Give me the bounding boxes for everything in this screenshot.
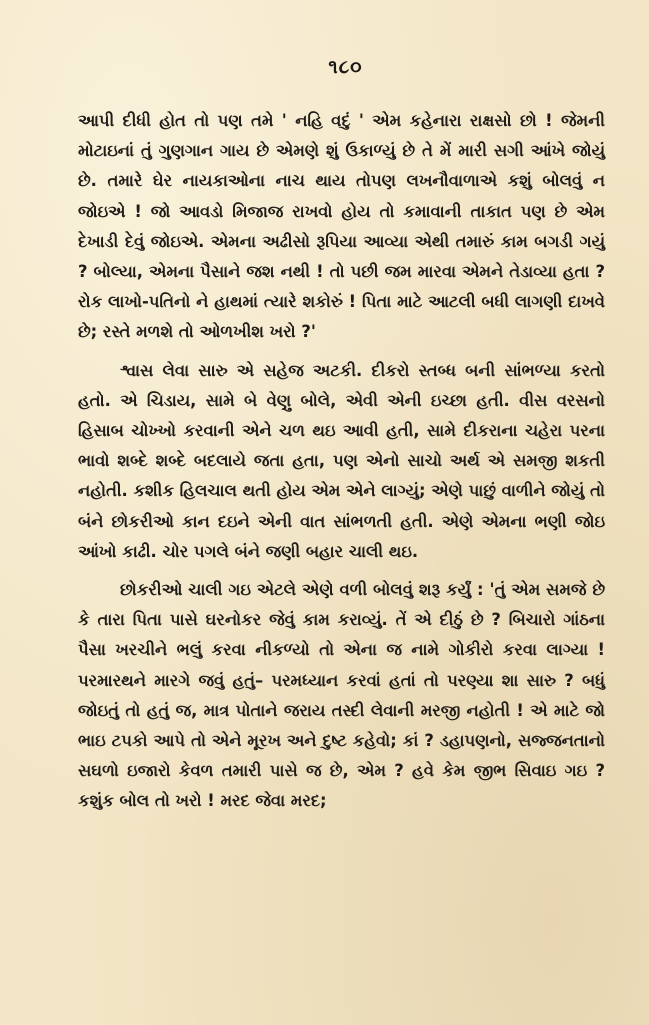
paragraph-2: શ્વાસ લેવા સારુ એ સહેજ અટકી. દીકરો સ્તબ્ધ બની સાંભળ્યા કરતો હતો. એ ચિડાય, સામે બે વેણુ બોલે, એવી એની ઇચ્છા હતી. વીસ વરસનો હિસાબ ચોખ્ખો કરવાની એને ચળ થઇ આવી હતી, સામે દીકરાના ચહેરા પરના ભાવો શબ્દે શબ્દે બદલાયે જતા હતા, પણ એનો સાચો અર્થ એ સમજી શકતી નહોતી. કશીક હિલચાલ થતી હોય એમ એને લાગ્યું; એણે પાછું વાળીને જોયું તો બંને છોકરીઓ કાન દઇને એની વાત સાંભળતી હતી. એણે એમના ભણી જોઇ આંખો કાઢી. ચોર પગલે બંને જણી બહાર ચાલી થઇ. — [78, 360, 605, 561]
paragraph-3: છોકરીઓ ચાલી ગઇ એટલે એણે વળી બોલવું શરૂ કર્યું : 'તું એમ સમજે છે કે તારા પિતા પાસે ઘરનોકર જેવું કામ કરાવ્યું. તેં એ દીઠું છે ? બિચારો ગાંઠના પૈસા ખરચીને ભલું કરવા નીકળ્યો તો એના જ નામે ગોકીરો કરવા લાગ્યા ! પરમારથને મારગે જવું હતું– પરમધ્યાન કરવાં હતાં તો પરણ્યા શા સારુ ? બધું જોઇતું તો હતું જ, માત્ર પોતાને જરાય તસ્દી લેવાની મરજી નહોતી ! એ માટે જો ભાઇ ટપકો આપે તો એને મૂરખ અને દુષ્ટ કહેવો; કાં ? ડહાપણનો, સજ્જનતાનો સઘળો ઇજારો કેવળ તમારી પાસે જ છે, એમ ? હવે કેમ જીભ સિવાઇ ગઇ ? કશુંક બોલ તો ખરો ! મરદ જેવા મરદ; — [78, 580, 605, 811]
paragraph-1: આપી દીધી હોત તો પણ તમે ' નહિ વદું ' એમ કહેનારા રાક્ષસો છો ! જેમની મોટાઇનાં તું ગુણગાન ગાય છે એમણે શું ઉકાળ્યું છે તે મેં મારી સગી આંખે જોયું છે. તમારે ઘેર નાયકાઓના નાચ થાય તોપણ લખનૌવાળાએ કશું બોલવું ન જોઇએ ! જો આવડો મિજાજ રાખવો હોય તો કમાવાની તાકાત પણ છે એમ દેખાડી દેવું જોઇએ. એમના અઢીસો રૂપિયા આવ્યા એથી તમારું કામ બગડી ગયું ? બોલ્યા, એમના પૈસાને જશ નથી ! તો પછી જમ મારવા એમને તેડાવ્યા હતા ? રોક લાખો-પતિનો ને હાથમાં ત્યારે શકોરું ! પિતા માટે આટલી બધી લાગણી દાખવે છે; રસ્તે મળશે તો ઓળખીશ ખરો ?' — [78, 111, 605, 342]
page-number: ૧૮૦ — [328, 56, 363, 78]
